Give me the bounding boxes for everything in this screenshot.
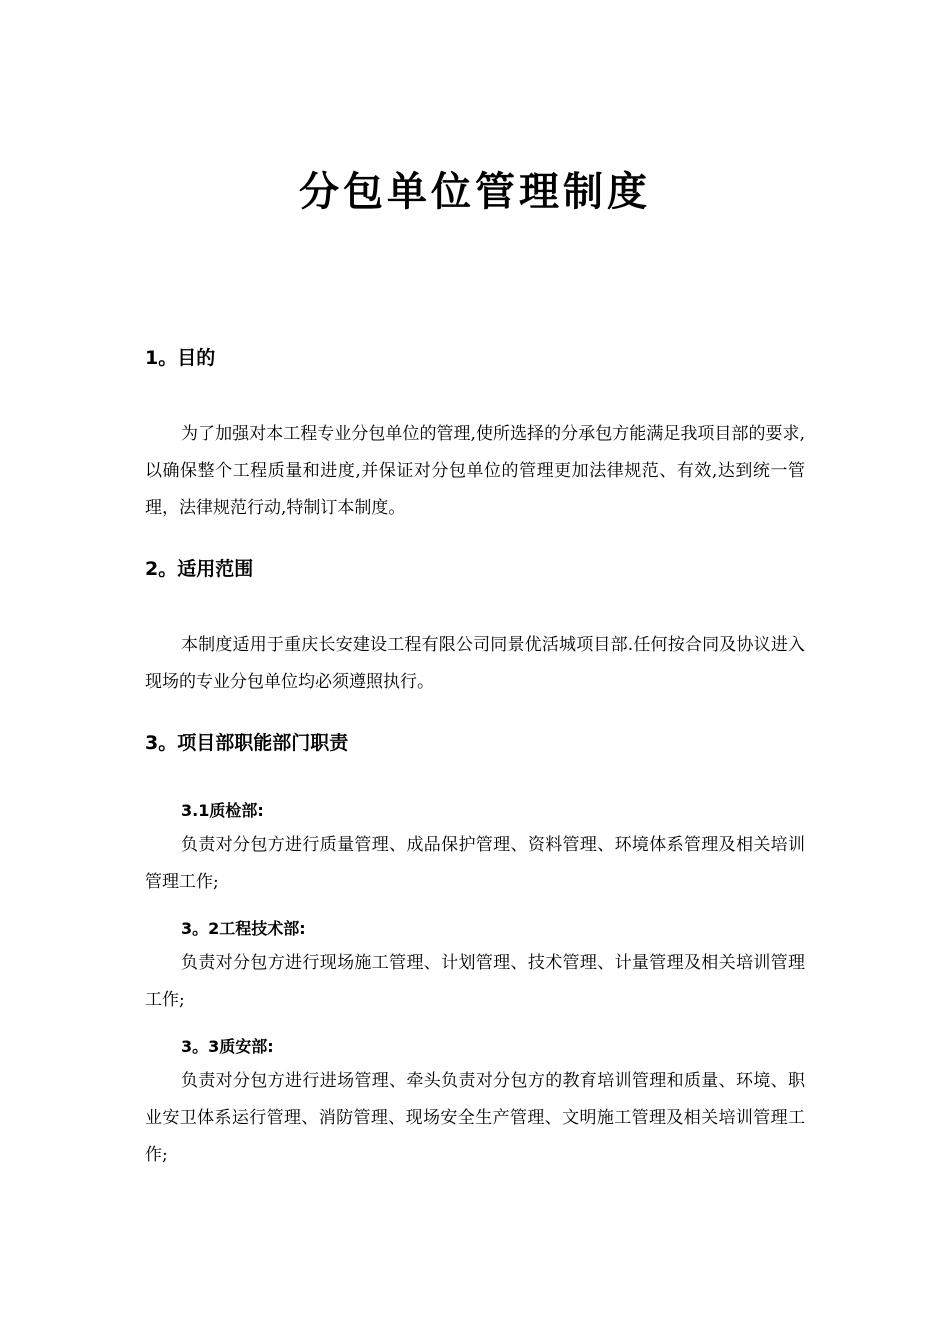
subsection-paragraph-engineering-technology: 负责对分包方进行现场施工管理、计划管理、技术管理、计量管理及相关培训管理工作; [145,953,805,1010]
document-title: 分包单位管理制度 [299,169,651,215]
subsection-paragraph-quality-safety: 负责对分包方进行进场管理、牵头负责对分包方的教育培训管理和质量、环境、职业安卫体系运行管理、消防管理、现场安全生产管理、文明施工管理及相关培训管理工作; [145,1071,805,1165]
subsection-heading-engineering-technology: 3。2工程技术部: [181,919,306,938]
subsection-heading-quality-inspection: 3.1质检部: [181,801,264,820]
section-paragraph-scope: 本制度适用于重庆长安建设工程有限公司同景优活城项目部.任何按合同及协议进入现场的专业分包单位均必须遵照执行。 [145,635,805,692]
section-heading-purpose: 1。目的 [145,347,216,369]
section-heading-responsibilities: 3。项目部职能部门职责 [145,732,349,754]
section-heading-scope: 2。适用范围 [145,558,254,580]
document-body [145,340,805,1174]
subsection-paragraph-quality-inspection: 负责对分包方进行质量管理、成品保护管理、资料管理、环境体系管理及相关培训管理工作; [145,835,805,892]
section-paragraph-purpose: 为了加强对本工程专业分包单位的管理,使所选择的分承包方能满足我项目部的要求,以确保整个工程质量和进度,并保证对分包单位的管理更加法律规范、有效,达到统一管理，法律规范行动,特制订本制度。 [145,424,805,518]
subsection-heading-quality-safety: 3。3质安部: [181,1037,274,1056]
